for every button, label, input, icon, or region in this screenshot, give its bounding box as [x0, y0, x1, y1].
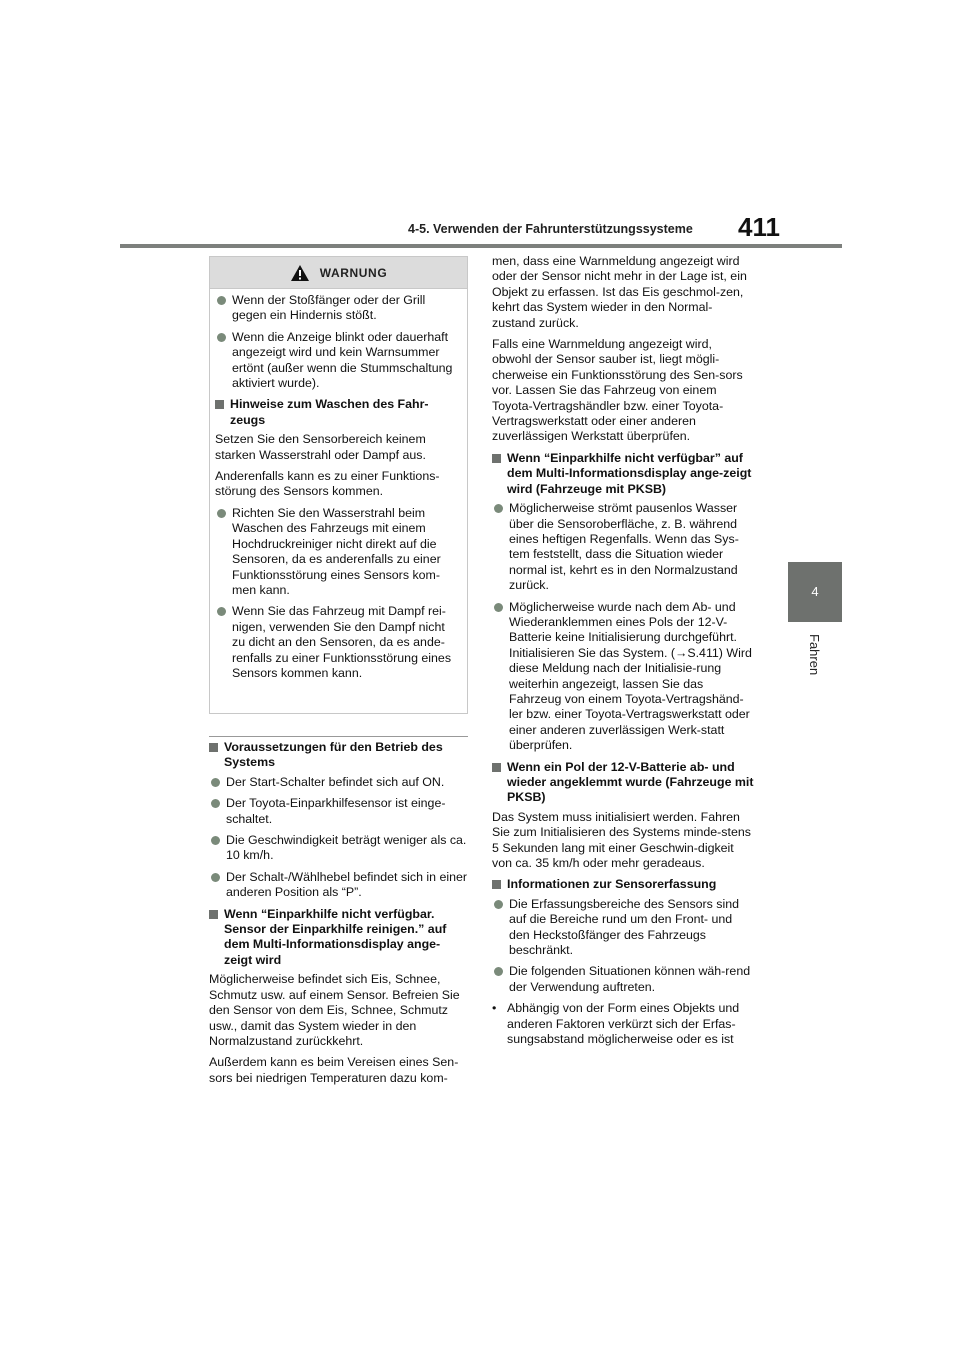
column-rule — [209, 736, 468, 737]
warning-box — [209, 256, 468, 714]
chapter-number: 4 — [811, 584, 819, 599]
list-item: Der Start-Schalter befindet sich auf ON. — [209, 775, 468, 790]
list-item: Der Schalt-/Wählhebel befindet sich in einer anderen Position als “P”. — [209, 870, 468, 901]
section-heading: Wenn ein Pol der 12-V-Batterie ab- und wieder angeklemmt wurde (Fahrzeuge mit PKSB) — [492, 760, 754, 806]
warning-paragraph: Anderenfalls kann es zu einer Funktions-störung des Sensors kommen. — [215, 469, 440, 499]
chapter-tab — [788, 562, 842, 622]
body-paragraph: Außerdem kann es beim Vereisen eines Sen-sors bei niedrigen Temperaturen dazu kom- — [209, 1055, 459, 1085]
chapter-title: Fahren — [807, 634, 822, 676]
section-heading: Informationen zur Sensorerfassung — [492, 877, 754, 892]
list-item: Der Toyota-Einparkhilfesensor ist einge-schaltet. — [209, 796, 468, 827]
list-item: Die folgenden Situationen können wäh-rend der Verwendung auftreten. — [492, 964, 754, 995]
left-column — [209, 736, 468, 1092]
list-item: Die Geschwindigkeit beträgt weniger als ca. 10 km/h. — [209, 833, 468, 864]
warning-triangle-icon — [290, 264, 310, 282]
warning-subheading: Hinweise zum Waschen des Fahr-zeugs — [215, 397, 461, 428]
page-number: 411 — [738, 212, 780, 242]
section-title: 4-5. Verwenden der Fahrunterstützungssysteme — [408, 222, 693, 236]
warning-bullet: Wenn Sie das Fahrzeug mit Dampf rei-nigen, verwenden Sie den Dampf nicht zu dicht an den Sensoren, da es ande-renfalls zu einer Funktionsstörung eines Sensors kommen kann. — [215, 604, 461, 681]
section-heading: Wenn “Einparkhilfe nicht verfügbar. Sensor der Einparkhilfe reinigen.” auf dem Multi-Informationsdisplay ange-zeigt wird — [209, 907, 468, 969]
section-heading: Wenn “Einparkhilfe nicht verfügbar” auf dem Multi-Informationsdisplay ange-zeigt wird (Fahrzeuge mit PKSB) — [492, 451, 754, 497]
list-item: Die Erfassungsbereiche des Sensors sind auf die Bereiche rund um den Front- und den Heckstoßfänger des Fahrzeugs beschränkt. — [492, 897, 754, 959]
warning-bullet: Wenn die Anzeige blinkt oder dauerhaft angezeigt wird und kein Warnsummer ertönt (außer wenn die Stummschaltung aktiviert wurde). — [215, 330, 461, 392]
body-paragraph: men, dass eine Warnmeldung angezeigt wird oder der Sensor nicht mehr in der Lage ist, ein Objekt zu erfassen. Ist das Eis geschmol-zen, kehrt das System wieder in den Normal-zustand zurück. — [492, 254, 747, 330]
list-item: Möglicherweise wurde nach dem Ab- und Wiederanklemmen eines Pols der 12-V-Batterie keine Initialisierung durchgeführt. Initialisieren Sie das System. (→S.411) Wird diese Meldung nach der Initialisie-rung weiterhin angezeigt, lassen Sie das Fahrzeug von einem Toyota-Vertragshänd-ler bzw. einer Toyota-Vertragswerkstatt oder einer anderen zuverlässigen Werk-statt überprüfen. — [492, 600, 754, 754]
dash-item: • Abhängig von der Form eines Objekts und anderen Faktoren verkürzt sich der Erfas-sungsabstand möglicherweise oder es ist — [492, 1001, 754, 1047]
header-rule — [120, 244, 842, 248]
body-paragraph: Das System muss initialisiert werden. Fahren Sie zum Initialisieren des Systems minde-stens 5 Sekunden lang mit einer Geschwin-digkeit von ca. 35 km/h oder mehr geradeaus. — [492, 809, 751, 871]
body-paragraph: Falls eine Warnmeldung angezeigt wird, obwohl der Sensor sauber ist, liegt mögli-cherweise ein Funktionsstörung des Sen-sors vor. Lassen Sie das Fahrzeug von einem Toyota-Vertragshändler bzw. einer Toyota-Vertragswerkstatt oder einer anderen zuverlässigen Werkstatt überprüfen. — [492, 337, 743, 444]
body-paragraph: Möglicherweise befindet sich Eis, Schnee, Schmutz usw. auf einem Sensor. Befreien Sie den Sensor von dem Eis, Schnee, Schmutz usw., damit das System wieder in den Normalzustand zurückkehrt. — [209, 972, 460, 1048]
right-column — [492, 254, 754, 1048]
warning-bullet: Wenn der Stoßfänger oder der Grill gegen ein Hindernis stößt. — [215, 293, 461, 324]
section-heading: Voraussetzungen für den Betrieb des Systems — [209, 740, 468, 771]
warning-paragraph: Setzen Sie den Sensorbereich keinem starken Wasserstrahl oder Dampf aus. — [215, 432, 426, 462]
warning-header — [210, 257, 467, 289]
warning-title: WARNUNG — [319, 265, 388, 280]
list-item: Möglicherweise strömt pausenlos Wasser über die Sensoroberfläche, z. B. während eines heftigen Regenfalls. Wenn das Sys-tem feststellt, dass die Situation wieder normal ist, kehrt es in den Normalzustand zurück. — [492, 501, 754, 593]
warning-bullet: Richten Sie den Wasserstrahl beim Waschen des Fahrzeugs mit einem Hochdruckreiniger nicht direkt auf die Sensoren, da es anderenfalls zu einer Funktionsstörung eines Sensors kom-men kann. — [215, 506, 461, 598]
